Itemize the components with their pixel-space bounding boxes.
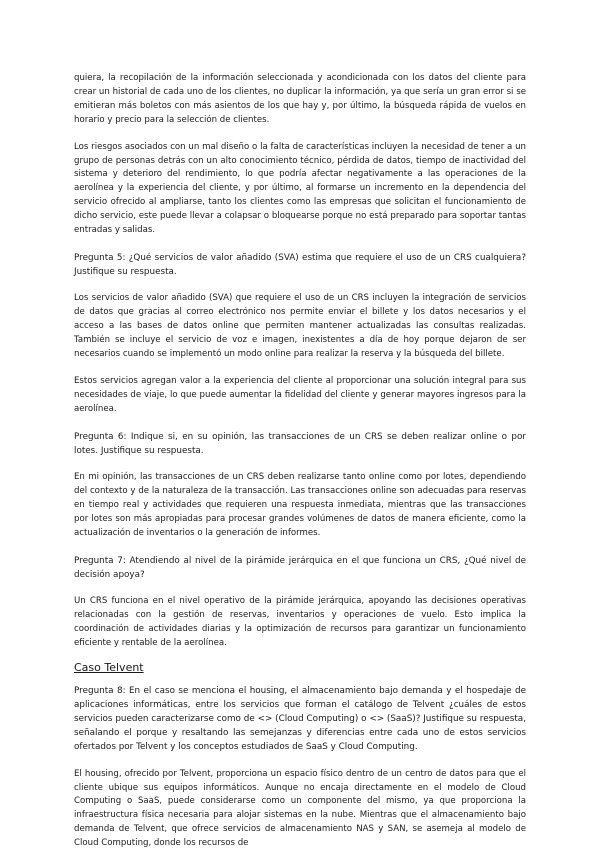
question-6: Pregunta 6: Indique si, en su opinión, las transacciones de un CRS se deben realizar online o por lotes. Justifique su respuesta. bbox=[74, 431, 526, 456]
paragraph-risks: Los riesgos asociados con un mal diseño o la falta de características incluyen la necesidad de tener a un grupo de personas detrás con un alto conocimiento técnico, pérdida de datos, tiempo de inactividad del sistema y deterioro del rendimiento, lo que podría afectar negativamente a las operaciones de la aerolínea y la experiencia del cliente, y por último, al formarse un incremento en la dependencia del servicio ofrecido al ampliarse, tanto los clientes como las empresas que solicitan el funcionamiento de dicho servicio, este puede llevar a colapsar o bloquearse porque no está preparado para soportar tantas entradas y salidas. bbox=[74, 141, 526, 236]
paragraph-pyramid: Un CRS funciona en el nivel operativo de la pirámide jerárquica, apoyando las decisiones operativas relacionadas con la gestión de reservas, inventarios y operaciones de vuelo. Esto implica la coordinación de actividades diarias y la optimización de recursos para garantizar un funcionamiento eficiente y rentable de la aerolínea. bbox=[74, 595, 526, 648]
question-8: Pregunta 8: En el caso se menciona el housing, el almacenamiento bajo demanda y el hospedaje de aplicaciones informáticas, entre los servicios que forman el catálogo de Telvent ¿cuáles de estos servicios pueden caracterizarse como de <> (Cloud Computing) o <> (SaaS)? Justifique su respuesta, señalando el porque y resaltando las semejanzas y diferencias entre cada uno de estos servicios ofertados por Telvent y los conceptos estudiados de SaaS y Cloud Computing. bbox=[74, 685, 526, 753]
paragraph-sva: Los servicios de valor añadido (SVA) que requiere el uso de un CRS incluyen la integración de servicios de datos que gracias al correo electrónico nos permite enviar el billete y los datos necesarios y el acceso a las bases de datos online que permiten mantener actualizadas las consultas realizadas. También se incluye el servicio de voz e imagen, inexistentes a día de hoy porque dejaron de ser necesarios cuando se implementó un modo online para realizar la reserva y la búsqueda del billete. bbox=[74, 293, 526, 359]
section-heading-caso-telvent: Caso Telvent bbox=[74, 660, 144, 674]
paragraph-crs-features-end: quiera, la recopilación de la información seleccionada y acondicionada con los datos del cliente para crear un historial de cada uno de los clientes, no duplicar la información, ya que sería un gran error si se emitieran más boletos con más asientos de los que hay y, por último, la búsqueda rápida de vuelos en horario y precio para la selección de clientes. bbox=[74, 73, 526, 125]
paragraph-transactions: En mi opinión, las transacciones de un CRS deben realizarse tanto online como por lotes, dependiendo del contexto y de la naturaleza de la transacción. Las transacciones online son adecuadas para reservas en tiempo real y actividades que requieren una respuesta inmediata, mientras que las transacciones por lotes son más apropiadas para procesar grandes volúmenes de datos de manera eficiente, como la actualización de inventarios o la generación de informes. bbox=[74, 472, 526, 538]
question-7: Pregunta 7: Atendiendo al nivel de la pirámide jerárquica en el que funciona un CRS, ¿Qué nivel de decisión apoya? bbox=[74, 555, 526, 580]
question-5: Pregunta 5: ¿Qué servicios de valor añadido (SVA) estima que requiere el uso de un CRS cualquiera? Justifique su respuesta. bbox=[74, 252, 526, 278]
document-body bbox=[74, 72, 526, 851]
paragraph-sva-value: Estos servicios agregan valor a la experiencia del cliente al proporcionar una solución integral para sus necesidades de viaje, lo que puede aumentar la fidelidad del cliente y generar mayores ingresos para la aerolínea. bbox=[74, 375, 526, 414]
paragraph-housing: El housing, ofrecido por Telvent, proporciona un espacio físico dentro de un centro de datos para que el cliente ubique sus equipos informáticos. Aunque no encaja directamente en el modelo de Cloud Computing o SaaS, puede considerarse como un componente del mismo, ya que proporciona la infraestructura física necesaria para alojar sistemas en la nube. Mientras que el almacenamiento bajo demanda de Telvent, que ofrece servicios de almacenamiento NAS y SAN, se asemeja al modelo de Cloud Computing, donde los recursos de bbox=[74, 768, 526, 849]
